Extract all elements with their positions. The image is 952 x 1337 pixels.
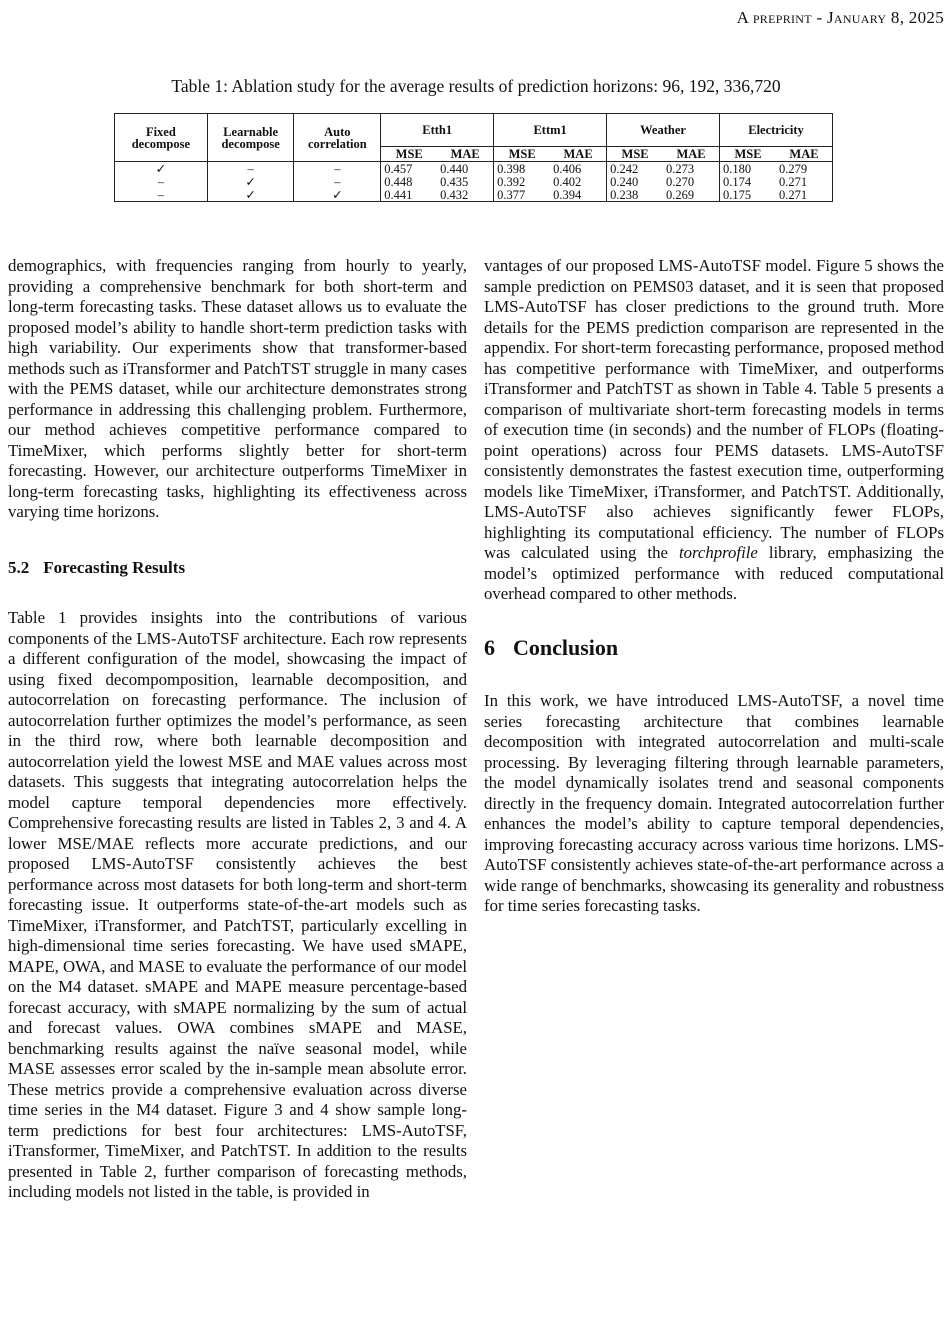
value-cell: 0.240 xyxy=(607,175,663,188)
learnable-cell: ✓ xyxy=(207,188,294,202)
value-cell: 0.273 xyxy=(663,162,719,176)
table-row xyxy=(115,188,833,202)
section-number: 5.2 xyxy=(8,557,30,577)
value-cell: 0.271 xyxy=(776,175,833,188)
value-cell: 0.271 xyxy=(776,188,833,202)
auto-cell: – xyxy=(294,175,381,188)
header-weather: Weather xyxy=(607,114,720,147)
value-cell: 0.440 xyxy=(437,162,493,176)
value-cell: 0.435 xyxy=(437,175,493,188)
auto-cell: ✓ xyxy=(294,188,381,202)
text-run: vantages of our proposed LMS-AutoTSF model. Figure 5 shows the sample prediction on PEMS03 dataset, and it is seen that proposed LMS-AutoTSF has closer predictions to the ground truth. More details for the PEMS prediction comparison are represented in the appendix. For short-term forecasting performance, proposed method has competitive performance with TimeMixer, and outperforms iTransformer and PatchTST as shown in Table 4. Table 5 presents a comparison of multivariate short-term forecasting models in terms of execution time (in seconds) and the number of FLOPs (floating-point operations) across four PEMS datasets. LMS-AutoTSF consistently demonstrates the fastest execution time, outperforming models like TimeMixer, iTransformer, and PatchTST. Additionally, LMS-AutoTSF also achieves significantly fewer FLOPs, highlighting its computational efficiency. The number of FLOPs was calculated using the xyxy=(484,256,944,562)
header-mse: MSE xyxy=(607,147,663,162)
table-row xyxy=(115,162,833,176)
value-cell: 0.398 xyxy=(494,162,550,176)
table-row xyxy=(115,175,833,188)
header-fixed-decompose: Fixed decompose xyxy=(115,114,208,162)
learnable-cell: ✓ xyxy=(207,175,294,188)
right-column xyxy=(484,256,944,917)
header-ettm1: Ettm1 xyxy=(494,114,607,147)
running-header: A preprint - January 8, 2025 xyxy=(736,8,944,27)
paragraph xyxy=(484,256,944,605)
header-mse: MSE xyxy=(494,147,550,162)
section-heading-6 xyxy=(484,634,944,660)
value-cell: 0.394 xyxy=(550,188,606,202)
value-cell: 0.392 xyxy=(494,175,550,188)
library-name: torchprofile xyxy=(678,543,758,562)
value-cell: 0.432 xyxy=(437,188,493,202)
section-title: Conclusion xyxy=(513,634,619,660)
value-cell: 0.270 xyxy=(663,175,719,188)
paragraph: Table 1 provides insights into the contributions of various components of the LMS-AutoTSF architecture. Each row represents a different configuration of the model, showcasing the impact of using fixed decompomposition, learnable decomposition, and autocorrelation on forecasting performance. The inclusion of autocorrelation further optimizes the model’s performance, as seen in the third row, where both learnable decomposition and autocorrelation yield the lowest MSE and MAE values across most datasets. This suggests that integrating autocorrelation helps the model capture temporal dependencies more effectively. Comprehensive forecasting results are listed in Tables 2, 3 and 4. A lower MSE/MAE reflects more accurate predictions, and our proposed LMS-AutoTSF consistently achieves the best performance across most datasets for both long-term and short-term forecasting issue. It outperforms state-of-the-art models such as TimeMixer, iTransformer, and PatchTST, particularly excelling in high-dimensional time series forecasting. We have used sMAPE, MAPE, OWA, and MASE to evaluate the performance of our model on the M4 dataset. sMAPE and MAPE measure percentage-based forecast accuracy, with sMAPE normalizing by the sum of actual and forecast values. OWA combines sMAPE and MASE, benchmarking results against the naïve seasonal model, while MASE assesses error scaled by the in-sample mean absolute error. These metrics provide a comprehensive evaluation across diverse time series in the M4 dataset. Figure 3 and 4 show sample long-term predictions for best four architectures: LMS-AutoTSF, iTransformer, TimeMixer, and PatchTST. In addition to the results presented in Table 2, further comparison of forecasting methods, including models not listed in the table, is provided in xyxy=(8,608,467,1201)
header-mae: MAE xyxy=(663,147,719,162)
section-title: Forecasting Results xyxy=(43,557,186,577)
value-cell: 0.279 xyxy=(776,162,833,176)
left-column xyxy=(8,256,467,1203)
value-cell: 0.174 xyxy=(720,175,776,188)
value-cell: 0.238 xyxy=(607,188,663,202)
table-caption: Table 1: Ablation study for the average results of prediction horizons: 96, 192, 336,720 xyxy=(171,76,781,96)
paragraph: demographics, with frequencies ranging from hourly to yearly, providing a comprehensive benchmark for both short-term and long-term forecasting tasks. These dataset allows us to evaluate the proposed model’s ability to handle short-term prediction tasks with high variability. Our experiments show that transformer-based methods such as iTransformer and PatchTST struggle in many cases with the PEMS dataset, while our architecture demonstrates strong performance in addressing this challenging problem. Furthermore, our method achieves competitive performance compared to TimeMixer, which performs slightly better for short-term forecasting. However, our architecture outperforms TimeMixer in long-term forecasting tasks, highlighting its effectiveness across varying time horizons. xyxy=(8,256,467,521)
header-mse: MSE xyxy=(720,147,776,162)
header-electricity: Electricity xyxy=(720,114,833,147)
section-heading-5-2 xyxy=(8,558,467,579)
header-mse: MSE xyxy=(381,147,437,162)
learnable-cell: – xyxy=(207,162,294,176)
header-mae: MAE xyxy=(550,147,606,162)
paragraph: In this work, we have introduced LMS-AutoTSF, a novel time series forecasting architecture that combines learnable decomposition with integrated autocorrelation and multi-scale processing. By leveraging filtering through learnable parameters, the model dynamically isolates trend and seasonal components directly in the frequency domain. Integrated autocorrelation further enhances the model’s ability to capture temporal dependencies, improving forecasting accuracy across various time horizons. LMS-AutoTSF consistently achieves state-of-the-art performance across a wide range of benchmarks, showcasing its generality and robustness for time series forecasting tasks. xyxy=(484,691,944,915)
fixed-cell: ✓ xyxy=(115,162,208,176)
value-cell: 0.457 xyxy=(381,162,437,176)
section-number: 6 xyxy=(484,634,495,660)
value-cell: 0.242 xyxy=(607,162,663,176)
header-autocorrelation: Auto correlation xyxy=(294,114,381,162)
value-cell: 0.180 xyxy=(720,162,776,176)
value-cell: 0.175 xyxy=(720,188,776,202)
header-etth1: Etth1 xyxy=(381,114,494,147)
value-cell: 0.269 xyxy=(663,188,719,202)
header-mae: MAE xyxy=(437,147,493,162)
header-learnable-decompose: Learnable decompose xyxy=(207,114,294,162)
value-cell: 0.448 xyxy=(381,175,437,188)
value-cell: 0.441 xyxy=(381,188,437,202)
value-cell: 0.406 xyxy=(550,162,606,176)
ablation-table xyxy=(114,113,833,202)
value-cell: 0.377 xyxy=(494,188,550,202)
auto-cell: – xyxy=(294,162,381,176)
fixed-cell: – xyxy=(115,188,208,202)
text-run: library, emphasizing the model’s optimized performance with reduced computational overhead compared to other methods. xyxy=(484,543,944,603)
fixed-cell: – xyxy=(115,175,208,188)
header-mae: MAE xyxy=(776,147,833,162)
value-cell: 0.402 xyxy=(550,175,606,188)
